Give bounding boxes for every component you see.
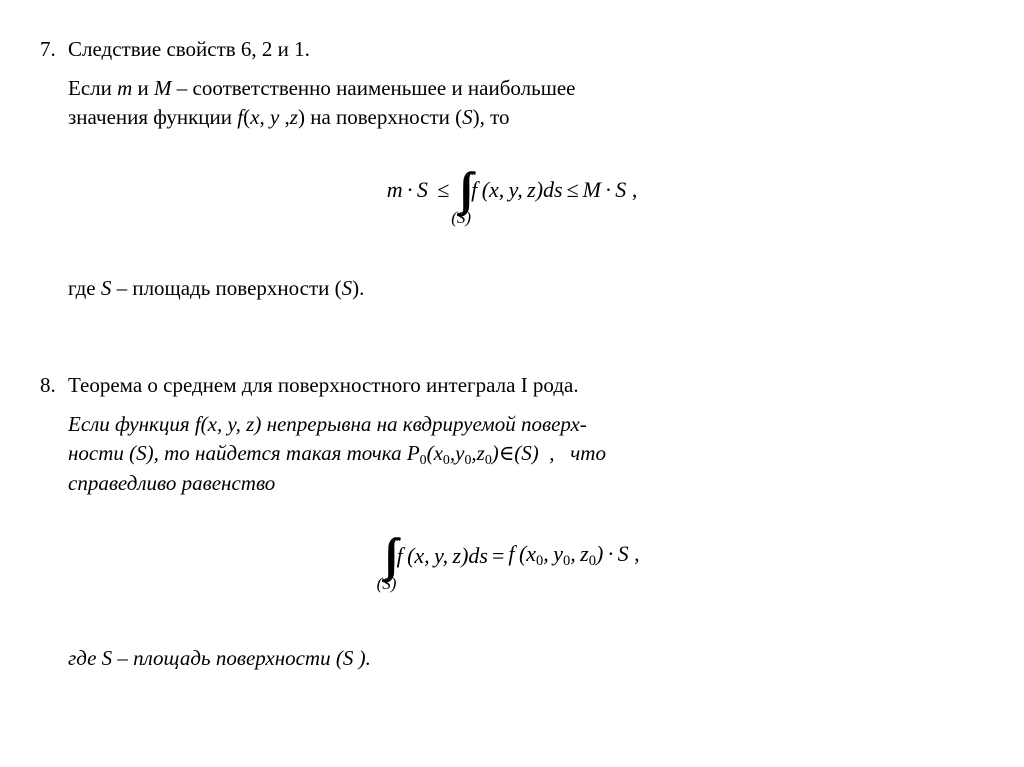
item-8-heading-row <box>40 372 984 400</box>
item-7-formula-right: M · S , <box>582 177 638 202</box>
item-7-heading-row <box>40 36 984 64</box>
item-7-paragraph <box>68 74 984 132</box>
item-7-number: 7. <box>40 37 56 61</box>
item-8-paragraph <box>68 410 984 498</box>
item-8-formula-right: f ($x_0$, $y_0$, $z_0) \cdot S$ , <box>508 541 640 570</box>
item-7-formula-middle: f (x, y, z)ds <box>471 177 563 202</box>
section-item-8 <box>40 372 984 400</box>
item-7-formula-le-1: ≤ <box>437 177 450 202</box>
item-7-closing-text: где S – площадь поверхности (S). <box>68 276 365 300</box>
item-8-closing <box>68 644 984 673</box>
item-8-paragraph-line-1: Если функция f(x, y, z) непрерывна на квдрируемой поверх- <box>68 412 587 436</box>
section-item-7 <box>40 36 984 64</box>
item-8-integral-subscript: (S) <box>376 574 397 593</box>
double-integral-icon: ∫∫ (S) <box>451 163 472 227</box>
item-8-formula-eq: = <box>492 543 505 568</box>
item-7-closing <box>68 274 984 303</box>
item-8-paragraph-line-2: ности (S), то найдется такая точка $P_0(x_0,y_0,z_0)\in(S)$ , что <box>68 440 606 467</box>
item-8-formula <box>40 529 984 593</box>
item-7-paragraph-line-2: значения функции f(x, y ,z) на поверхности (S), то <box>68 104 510 129</box>
item-7-formula-le-2: ≤ <box>566 177 579 202</box>
item-8-title: Теорема о среднем для поверхностного интеграла I рода. <box>68 373 579 397</box>
item-7-formula-left: m · S <box>386 177 434 202</box>
item-7-formula <box>40 163 984 227</box>
item-8-formula-left: f (x, y, z)ds <box>396 543 488 568</box>
item-8-closing-text: где S – площадь поверхности (S ). <box>68 646 371 670</box>
item-7-title: Следствие свойств 6, 2 и 1. <box>68 37 310 61</box>
item-8-paragraph-line-3: справедливо равенство <box>68 470 276 495</box>
item-7-paragraph-line-1: Если m и M – соответственно наименьшее и наибольшее <box>68 76 576 100</box>
item-8-number: 8. <box>40 373 56 397</box>
double-integral-icon: ∫∫ (S) <box>376 529 397 593</box>
item-7-integral-subscript: (S) <box>451 208 472 227</box>
